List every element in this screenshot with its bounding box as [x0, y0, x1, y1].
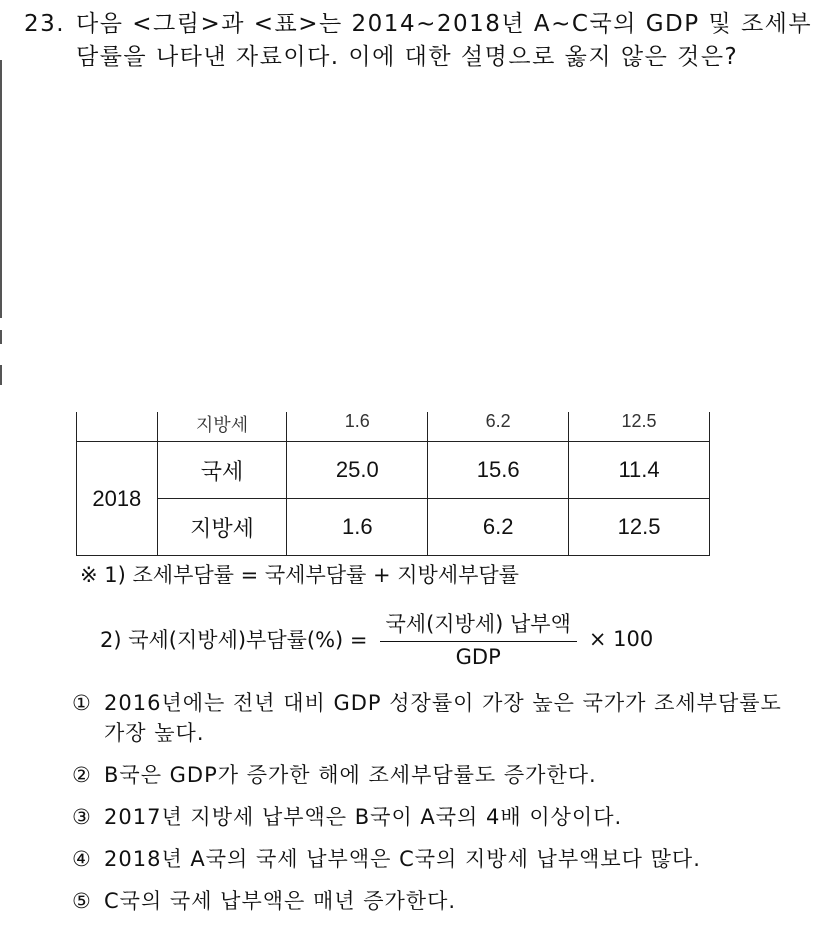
question-number: 23. [24, 11, 66, 37]
option-text: 2017년 지방세 납부액은 B국이 A국의 4배 이상이다. [104, 805, 623, 829]
option-marker: ⑤ [72, 889, 92, 913]
option-marker: ④ [72, 847, 92, 871]
table-cell: 6.2 [428, 412, 569, 442]
tax-type-cell: 국세 [157, 442, 287, 499]
table-cell: 지방세 [157, 412, 287, 442]
table-cell: 1.6 [287, 499, 428, 556]
note-2-formula [100, 608, 653, 669]
table-cell: 1.6 [287, 412, 428, 442]
option-text: 2016년에는 전년 대비 GDP 성장률이 가장 높은 국가가 조세부담률도 가장 높다. [104, 691, 782, 745]
table-cell: 12.5 [569, 499, 710, 556]
left-margin-rule-fragment [0, 365, 2, 385]
answer-option-3[interactable] [72, 802, 792, 832]
note-2-prefix: 2) 국세(지방세)부담률(%) = [100, 627, 368, 652]
left-margin-rule [0, 60, 2, 318]
question-text: 다음 <그림>과 <표>는 2014~2018년 A~C국의 GDP 및 조세부담률을 나타낸 자료이다. 이에 대한 설명으로 옳지 않은 것은? [76, 11, 813, 70]
option-text: 2018년 A국의 국세 납부액은 C국의 지방세 납부액보다 많다. [104, 847, 701, 871]
tax-type-cell: 지방세 [157, 499, 287, 556]
table-cell: 15.6 [428, 442, 569, 499]
option-text: C국의 국세 납부액은 매년 증가한다. [104, 889, 457, 913]
answer-option-5[interactable] [72, 886, 792, 916]
table-row [77, 442, 710, 499]
answer-option-4[interactable] [72, 844, 792, 874]
data-table-fragment [76, 412, 710, 556]
option-marker: ② [72, 763, 92, 787]
answer-options [72, 688, 792, 928]
note-2-suffix: × 100 [588, 626, 654, 651]
table-cell: 11.4 [569, 442, 710, 499]
table-row [77, 412, 710, 442]
table-row [77, 499, 710, 556]
answer-option-1[interactable] [72, 688, 792, 748]
option-text: B국은 GDP가 증가한 해에 조세부담률도 증가한다. [104, 763, 597, 787]
fraction [380, 608, 577, 669]
year-cell: 2018 [77, 442, 158, 556]
table-notes [80, 560, 519, 590]
answer-option-2[interactable] [72, 760, 792, 790]
fraction-numerator: 국세(지방세) 납부액 [380, 608, 577, 642]
tax-table [76, 412, 710, 556]
question-stem [24, 8, 814, 74]
note-1: ※ 1) 조세부담률 = 국세부담률 + 지방세부담률 [80, 563, 519, 587]
left-margin-rule-fragment [0, 330, 2, 344]
table-cell: 12.5 [569, 412, 710, 442]
option-marker: ③ [72, 805, 92, 829]
fraction-denominator: GDP [455, 645, 501, 669]
table-cell: 25.0 [287, 442, 428, 499]
table-cell: 6.2 [428, 499, 569, 556]
option-marker: ① [72, 691, 92, 715]
table-cell [77, 412, 158, 442]
